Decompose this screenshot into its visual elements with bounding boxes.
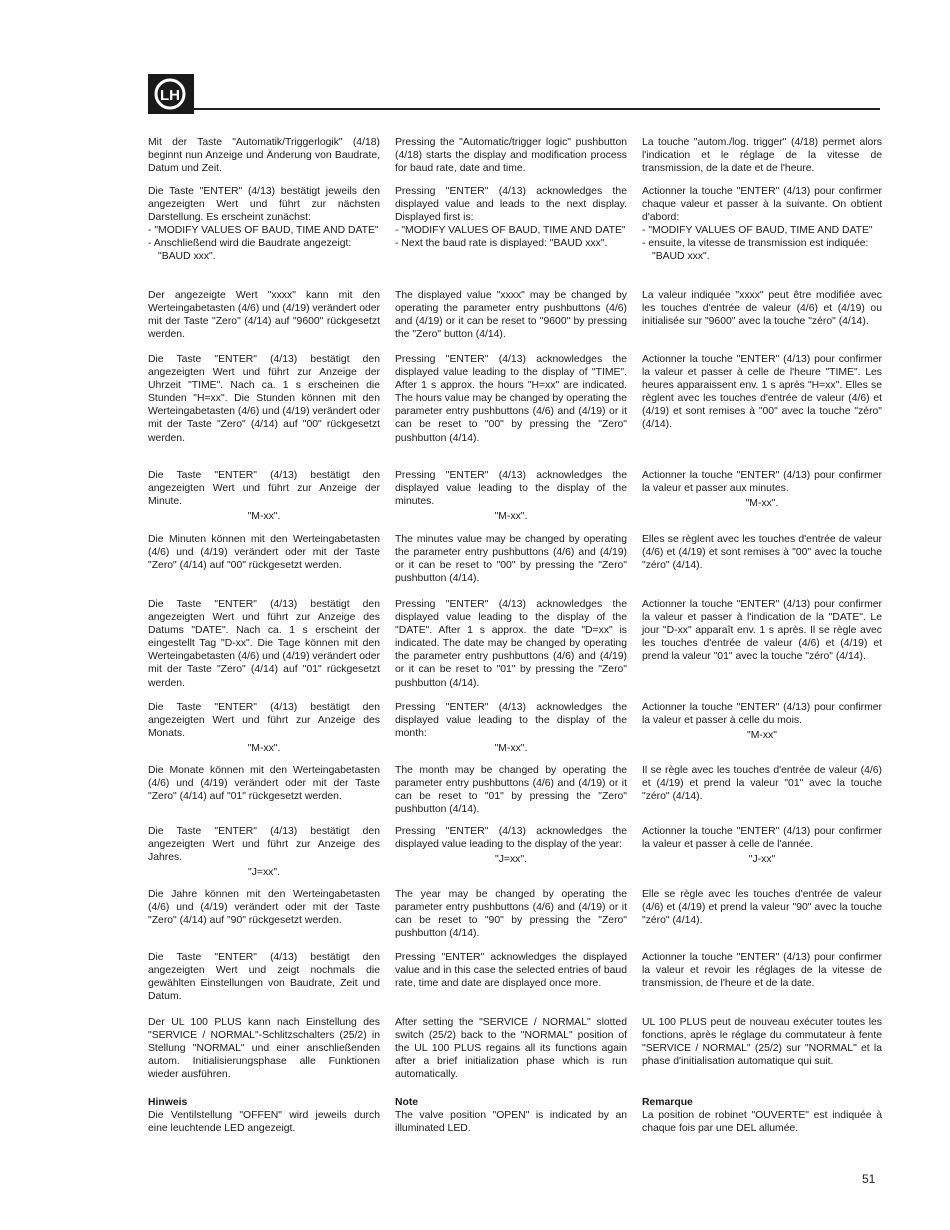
paragraph-text: Die Taste "ENTER" (4/13) bestätigt den angezeigten Wert und führt zur Anzeige der Minute. (148, 470, 380, 508)
paragraph-text: Die Minuten können mit den Werteingabetasten (4/6) und (4/19) verändert oder mit der Taste "Zero" (4/14) auf "00" rückgesetzt werden. (148, 534, 380, 572)
list-item: - "MODIFY VALUES OF BAUD, TIME AND DATE" (148, 225, 379, 237)
logo-text: LH (160, 87, 180, 104)
paragraph (642, 701, 882, 746)
paragraph-text: Der UL 100 PLUS kann nach Einstellung des "SERVICE / NORMAL"-Schlitzschalters (25/2) in Stellung "NORMAL" und einer anschließenden autom. Initialisierungsphase alle Funktionen wieder ausführen. (148, 1017, 380, 1081)
paragraph (148, 136, 380, 175)
paragraph-text: Elle se règle avec les touches d'entrée de valeur (4/6) et (4/19) et prend la valeur "90" avec la touche "zéro" (4/14). (642, 889, 882, 927)
paragraph (395, 1016, 627, 1081)
header-rule (192, 108, 880, 110)
paragraph-text: Pressing the "Automatic/trigger logic" pushbutton (4/18) starts the display and modification process for baud rate, date and time. (395, 137, 627, 175)
paragraph-text: Actionner la touche "ENTER" (4/13) pour confirmer chaque valeur et passer à la suivante. On obtient d'abord: (642, 186, 882, 224)
paragraph-text: The minutes value may be changed by operating the parameter entry pushbuttons (4/6) and (4/19) or it can be reset to "00" by pressing the "Zero" pushbutton (4/14). (395, 534, 627, 585)
paragraph-text: After setting the "SERVICE / NORMAL" slotted switch (25/2) back to the "NORMAL" position of the UL 100 PLUS regains all its functions again after a brief initialization phase which is run automatically. (395, 1017, 627, 1081)
list-item: - "MODIFY VALUES OF BAUD, TIME AND DATE" (395, 225, 626, 237)
paragraph (395, 136, 627, 175)
paragraph-text: Actionner la touche "ENTER" (4/13) pour confirmer la valeur et passer à celle de l'année. (642, 826, 882, 851)
paragraph (642, 469, 882, 514)
paragraph-text: Il se règle avec les touches d'entrée de valeur (4/6) et (4/19) et prend la valeur "01" avec la touche "zéro" (4/14). (642, 765, 882, 803)
paragraph (642, 825, 882, 870)
paragraph (148, 888, 380, 927)
paragraph (642, 353, 882, 432)
paragraph (642, 289, 882, 328)
paragraph-text: Pressing "ENTER" (4/13) acknowledges the displayed value and leads to the next display. Displayed first is: (395, 186, 627, 224)
paragraph-text: La valeur indiquée "xxxx" peut être modifiée avec les touches d'entrée de valeur (4/6) et (4/19) ou initialisée sur "9600" avec la touche "zéro" (4/14). (642, 290, 882, 328)
paragraph (395, 533, 627, 585)
paragraph-text: Mit der Taste "Automatik/Triggerlogik" (4/18) beginnt nun Anzeige und Änderung von Baudrate, Datum und Zeit. (148, 137, 380, 175)
paragraph (148, 951, 380, 1003)
paragraph-text: Pressing "ENTER" acknowledges the displayed value and in this case the selected entries of baud rate, time and date are displayed once more. (395, 952, 627, 990)
paragraph-text: Actionner la touche "ENTER" (4/13) pour confirmer la valeur et passer aux minutes. (642, 470, 882, 495)
paragraph (395, 764, 627, 816)
note-heading: Hinweis (148, 1097, 188, 1108)
paragraph (642, 1096, 882, 1135)
display-readout: "J=xx". (495, 854, 527, 866)
paragraph-text: La touche "autom./log. trigger" (4/18) permet alors l'indication et le réglage de la vitesse de transmission, de la date et de l'heure. (642, 137, 882, 175)
paragraph-text: Pressing "ENTER" (4/13) acknowledges the displayed value leading to the display of "TIME". After 1 s approx. the hours "H=xx" are indicated. The hours value may be changed by operating the parameter entry pushbuttons (4/6) and (4/19) or it can be reset to "00" by pressing the "Zero" pushbutton (4/14). (395, 354, 627, 444)
paragraph-text: Pressing "ENTER" (4/13) acknowledges the displayed value leading to the display of the year: (395, 826, 627, 851)
paragraph-text: UL 100 PLUS peut de nouveau exécuter toutes les fonctions, après le réglage du commutateur à fente "SERVICE / NORMAL" (25/2) sur "NORMAL" et la phase d'initialisation automatique qui suit. (642, 1017, 882, 1068)
paragraph (148, 701, 380, 759)
paragraph (642, 533, 882, 572)
paragraph-text: Actionner la touche "ENTER" (4/13) pour confirmer la valeur et passer à l'indication de la "DATE". Le jour "D-xx" apparaît env. 1 s après. Il se règle avec les touches d'entrée de valeur (4/6) et (4/19) et prend la valeur "01" avec la touche "zéro" (4/14). (642, 599, 882, 663)
list-item: - Next the baud rate is displayed: "BAUD xxx". (395, 238, 608, 250)
paragraph (395, 951, 627, 990)
paragraph (148, 185, 380, 264)
paragraph (148, 533, 380, 572)
display-readout: "M-xx" (747, 730, 777, 742)
display-readout: "J-xx" (748, 854, 776, 866)
paragraph (642, 888, 882, 927)
paragraph-text: Die Taste "ENTER" (4/13) bestätigt den angezeigten Wert und führt zur Anzeige des Jahres. (148, 826, 380, 864)
paragraph-text: The month may be changed by operating the parameter entry pushbuttons (4/6) and (4/19) or it can be reset to "01" by pressing the "Zero" pushbutton (4/14). (395, 765, 627, 816)
paragraph (642, 598, 882, 663)
display-readout: "M-xx". (494, 511, 528, 523)
paragraph-text: Actionner la touche "ENTER" (4/13) pour confirmer la valeur et passer à celle de l'heure "TIME". Les heures apparaissent env. 1 s après "H=xx". Elles se règlent avec les touches d'entrée de valeur (4/6) et (4/19) et sont remises à "00" avec la touche "zéro" (4/14). (642, 354, 882, 431)
paragraph (395, 353, 627, 445)
paragraph (395, 888, 627, 940)
paragraph (642, 185, 882, 264)
paragraph-text: The valve position "OPEN" is indicated by an illuminated LED. (395, 1110, 627, 1135)
paragraph (395, 289, 627, 341)
paragraph-text: Actionner la touche "ENTER" (4/13) pour confirmer la valeur et passer à celle du mois. (642, 702, 882, 727)
paragraph (642, 1016, 882, 1068)
note-heading: Remarque (642, 1097, 693, 1108)
paragraph (395, 825, 627, 870)
display-readout: "M-xx". (247, 511, 281, 523)
lh-logo (148, 74, 194, 114)
paragraph (395, 469, 627, 527)
paragraph-text: Die Taste "ENTER" (4/13) bestätigt jeweils den angezeigten Wert und führt zur nächsten Darstellung. Es erscheint zunächst: (148, 186, 380, 224)
paragraph (148, 764, 380, 803)
paragraph (148, 353, 380, 445)
display-readout: "J=xx". (248, 867, 280, 879)
paragraph (148, 289, 380, 341)
paragraph-text: Die Jahre können mit den Werteingabetasten (4/6) und (4/19) verändert oder mit der Taste "Zero" (4/14) auf "90" rückgesetzt werden. (148, 889, 380, 927)
display-readout: "M-xx". (745, 498, 779, 510)
paragraph (148, 825, 380, 883)
list-item: - Anschließend wird die Baudrate angezeigt: "BAUD xxx". (148, 238, 352, 263)
paragraph (395, 185, 627, 250)
paragraph-text: The displayed value "xxxx" may be changed by operating the parameter entry pushbuttons (4/6) and (4/19) or it can be reset to "9600" by pressing the "Zero" button (4/14). (395, 290, 627, 341)
paragraph (395, 701, 627, 759)
display-readout: "M-xx". (247, 743, 281, 755)
list-item: - "MODIFY VALUES OF BAUD, TIME AND DATE" (642, 225, 873, 237)
paragraph-text: Pressing "ENTER" (4/13) acknowledges the displayed value leading to the display of the minutes. (395, 470, 627, 508)
paragraph (395, 1096, 627, 1135)
paragraph-text: Der angezeigte Wert "xxxx" kann mit den Werteingabetasten (4/6) und (4/19) verändert oder mit der Taste "Zero" (4/14) auf "9600" rückgesetzt werden. (148, 290, 381, 341)
paragraph (395, 598, 627, 690)
paragraph-text: Die Taste "ENTER" (4/13) bestätigt den angezeigten Wert und führt zur Anzeige des Datums "DATE". Nach ca. 1 s erscheint der eingestellt Tag "D-xx". Die Tage können mit den Werteingabetasten (4/6) und (4/19) verändert oder mit der Taste "Zero" (4/14) auf "01" rückgesetzt werden. (148, 599, 381, 689)
lh-logo-mark (148, 74, 194, 114)
paragraph (642, 951, 882, 990)
display-readout: "M-xx". (494, 743, 528, 755)
paragraph-text: Pressing "ENTER" (4/13) acknowledges the displayed value leading to the display of the month: (395, 702, 627, 740)
paragraph (148, 1096, 380, 1135)
paragraph-text: Pressing "ENTER" (4/13) acknowledges the displayed value leading to the display of the "DATE". After 1 s approx. the date "D=xx" is indicated. The date may be changed by operating the parameter entry pushbuttons (4/6) and (4/19) or it can be reset to "01" by pressing the "Zero" pushbutton (4/14). (395, 599, 627, 689)
paragraph (642, 764, 882, 803)
paragraph (148, 469, 380, 527)
paragraph-text: Die Ventilstellung "OFFEN" wird jeweils durch eine leuchtende LED angezeigt. (148, 1110, 380, 1135)
paragraph-text: The year may be changed by operating the parameter entry pushbuttons (4/6) and (4/19) or it can be reset to "90" by pressing the "Zero" pushbutton (4/14). (395, 889, 627, 940)
paragraph-text: Die Taste "ENTER" (4/13) bestätigt den angezeigten Wert und führt zur Anzeige der Uhrzeit "TIME". Nach ca. 1 s erscheinen die Stunden "H=xx". Die Stunden können mit den Werteingabetasten (4/6) und (4/19) verändert oder mit der Taste "Zero" (4/14) auf "00" rückgesetzt werden. (148, 354, 381, 444)
page-number: 51 (862, 1172, 876, 1186)
note-heading: Note (395, 1097, 419, 1108)
paragraph-text: Elles se règlent avec les touches d'entrée de valeur (4/6) et (4/19) et sont remises à "00" avec la touche "zéro" (4/14). (642, 534, 882, 572)
paragraph-text: Die Taste "ENTER" (4/13) bestätigt den angezeigten Wert und zeigt nochmals die gewählten Einstellungen von Baudrate, Zeit und Datum. (148, 952, 380, 1003)
paragraph (148, 598, 380, 690)
paragraph (642, 136, 882, 175)
paragraph-text: Die Monate können mit den Werteingabetasten (4/6) und (4/19) verändert oder mit der Taste "Zero" (4/14) auf "01" rückgesetzt werden. (148, 765, 380, 803)
paragraph-text: Actionner la touche "ENTER" (4/13) pour confirmer la valeur et revoir les réglages de la vitesse de transmission, de l'heure et de la date. (642, 952, 882, 990)
list-item: - ensuite, la vitesse de transmission est indiquée: "BAUD xxx". (642, 238, 869, 263)
paragraph-text: Die Taste "ENTER" (4/13) bestätigt den angezeigten Wert und führt zur Anzeige des Monats. (148, 702, 380, 740)
paragraph-text: La position de robinet "OUVERTE" est indiquée à chaque fois par une DEL allumée. (642, 1110, 882, 1135)
paragraph (148, 1016, 380, 1081)
